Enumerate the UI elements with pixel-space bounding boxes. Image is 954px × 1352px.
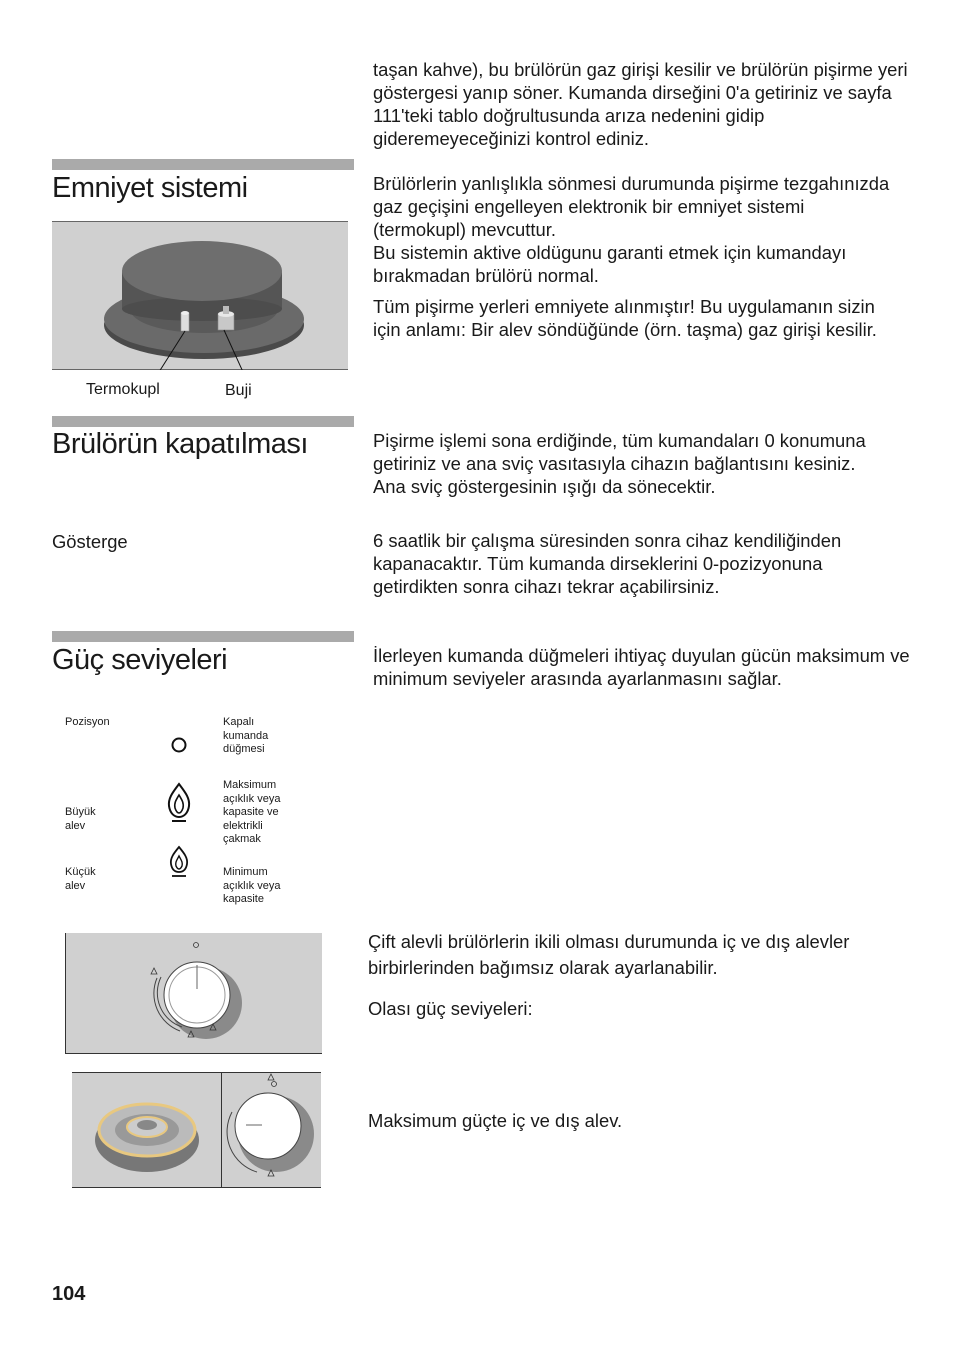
dual-flame-paragraph: Çift alevli brülörlerin ikili olması durumunda iç ve dış alevler birbirlerinden bağımsız olarak ayarlanabilir. [368,931,850,978]
small-flame-icon [167,845,191,884]
safety-paragraph-1b: Bu sistemin aktive oldügunu garanti etmek için kumandayı bırakmadan brülörü normal. [373,242,847,286]
intro-paragraph: taşan kahve), bu brülörün gaz girişi kesilir ve brülörün pişirme yeri göstergesi yanıp söner. Kumanda dirseğini 0'a getiriniz ve sayfa 111'teki tablo doğrultusunda arıza nedenini gidip gideremeyeceğinizi kontrol ediniz. [373,59,908,149]
section-rule-shutdown [52,416,354,427]
burner-illustration [52,221,348,370]
large-flame-icon [165,782,193,829]
section-rule-safety [52,159,354,170]
row-large-desc: Maksimum açıklık veya kapasite ve elektrikli çakmak [223,779,281,846]
max-both-flames: Maksimum güçte iç ve dış alev. [368,1110,623,1131]
page-number: 104 [52,1283,86,1305]
off-circle-icon [170,736,188,759]
row-small-position: Küçük alev [65,866,96,892]
possible-levels-label: Olası güç seviyeleri: [368,998,533,1019]
section-rule-power [52,631,354,642]
burner-drawing [52,221,348,370]
indicator-label: Gösterge [52,531,128,552]
row-off-desc: Kapalı kumanda düğmesi [223,716,269,756]
safety-paragraph-2: Tüm pişirme yerleri emniyete alınmıştır! Bu uygulamanın sizin için anlamı: Bir alev söndüğünde (örn. taşma) gaz girişi kesilir. [373,296,877,340]
row-small-desc: Minimum açıklık veya kapasite [223,866,281,906]
shutdown-paragraph-2: 6 saatlik bir çalışma süresinden sonra cihaz kendiliğinden kapanacaktır. Tüm kumanda dirseklerini 0-pozizyonuna getirdikten sonra cihazı tekrar açabilirsiniz. [373,530,842,597]
knob-drawing [65,933,322,1054]
thermocouple-label: Termokupl [86,381,160,398]
power-heading: Güç seviyeleri [52,644,228,676]
knob-illustration [65,933,322,1054]
position-header: Pozisyon [65,716,110,728]
shutdown-paragraph-1: Pişirme işlemi sona erdiğinde, tüm kumandaları 0 konumuna getiriniz ve ana sviç vasıtasıyla cihazın bağlantısını kesiniz. Ana sviç göstergesinin ışığı da sönecektir. [373,430,866,497]
safety-heading: Emniyet sistemi [52,172,248,204]
row-large-position: Büyük alev [65,806,96,832]
burner-knob-illustration [72,1072,321,1188]
burner-knob-drawing [72,1072,321,1188]
safety-paragraph-1a: Brülörlerin yanlışlıkla sönmesi durumunda pişirme tezgahınızda gaz geçişini engelleyen elektronik bir emniyet sistemi (termokupl) mevcuttur. [373,173,890,240]
spark-plug-label: Buji [225,382,252,399]
shutdown-heading: Brülörün kapatılması [52,428,308,460]
power-paragraph-1: İlerleyen kumanda düğmeleri ihtiyaç duyulan gücün maksimum ve minimum seviyeler arasında ayarlanmasını sağlar. [373,645,910,689]
